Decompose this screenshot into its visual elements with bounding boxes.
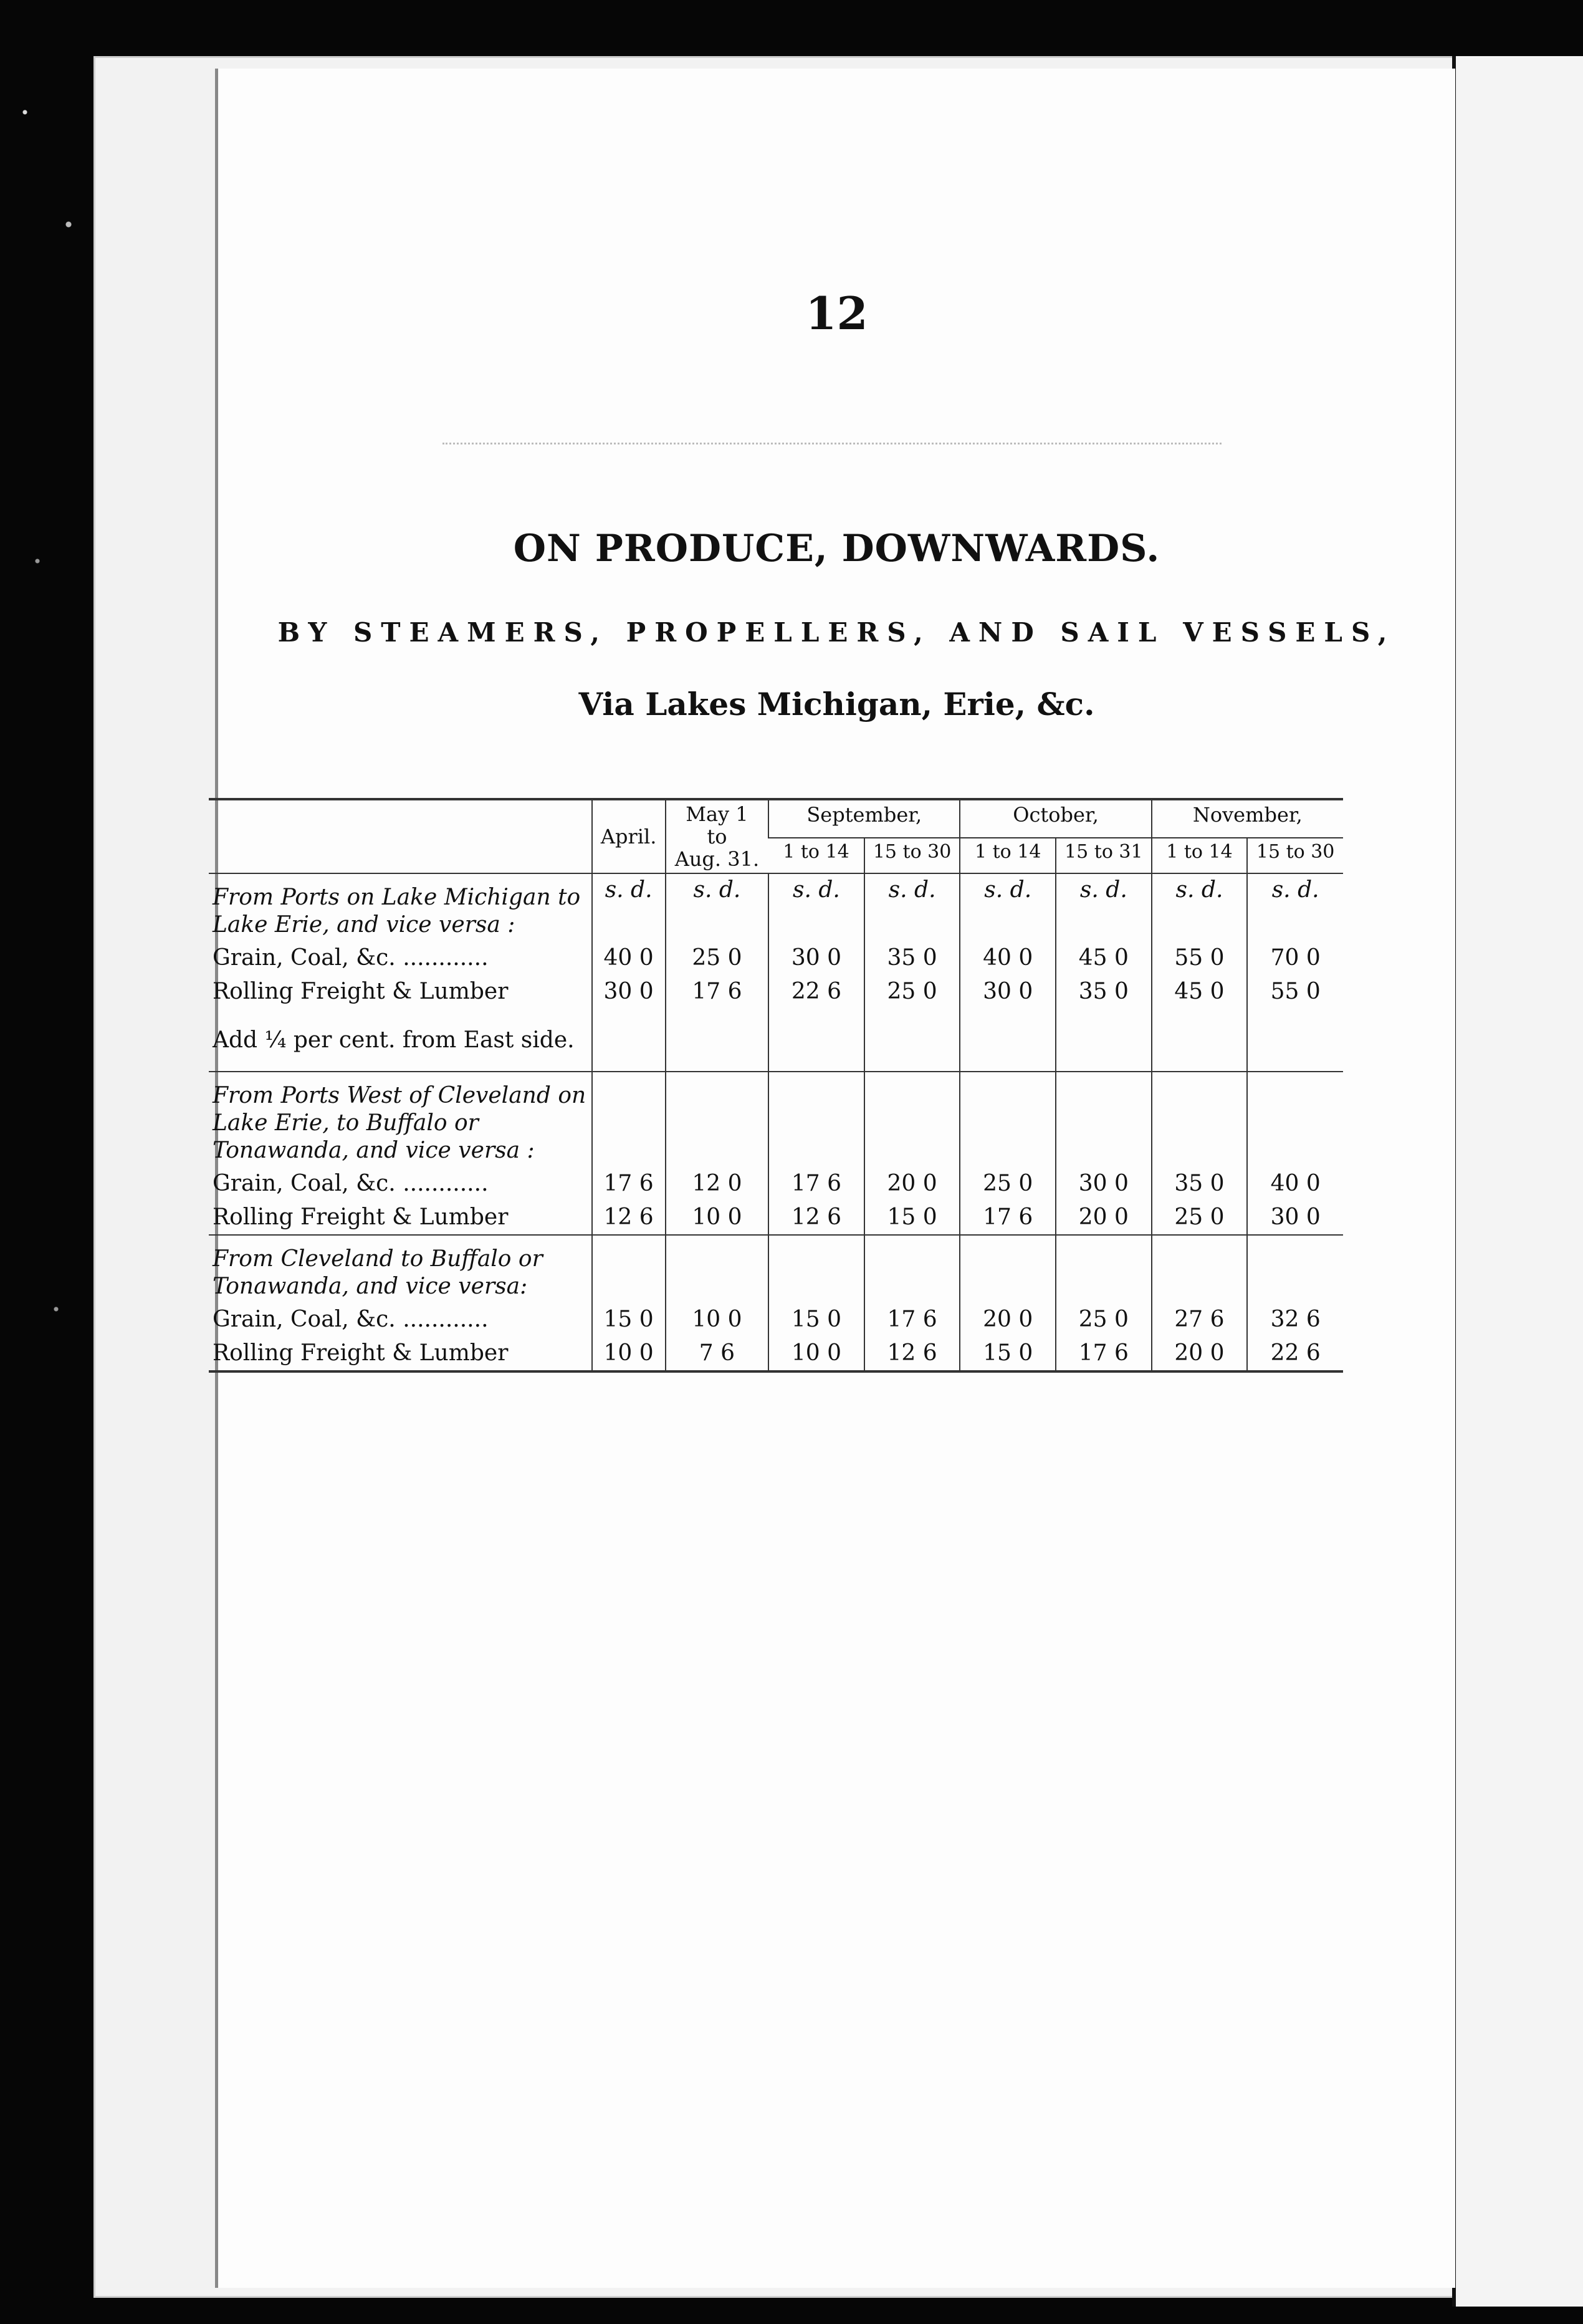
- section-note: Add ¼ per cent. from East side.: [213, 1027, 575, 1053]
- row-label: Grain, Coal, &c. ............: [213, 1171, 489, 1196]
- rate-cell: 35 0: [864, 941, 960, 975]
- rate-cell: 55 0: [1247, 975, 1343, 1009]
- rate-cell: 15 0: [864, 1201, 960, 1235]
- rate-cell: 30 0: [960, 975, 1056, 1009]
- rate-cell: 20 0: [864, 1167, 960, 1201]
- header-oct-1: 1 to 14: [960, 838, 1056, 873]
- rate-cell: 30 0: [592, 975, 666, 1009]
- freight-rate-table: [209, 798, 1343, 1373]
- rate-cell: 12 0: [666, 1167, 768, 1201]
- rate-cell: 25 0: [1056, 1303, 1152, 1337]
- rate-cell: 17 6: [1056, 1337, 1152, 1371]
- rate-cell: 12 6: [768, 1201, 864, 1235]
- page-number: 12: [805, 287, 868, 340]
- header-rule: [442, 443, 1222, 444]
- unit-label: s. d.: [1152, 873, 1248, 941]
- header-may-line1: May 1: [686, 802, 748, 826]
- adjacent-page-strip: [1452, 56, 1583, 2307]
- unit-label: s. d.: [1056, 873, 1152, 941]
- rate-cell: 10 0: [592, 1337, 666, 1371]
- rate-cell: 45 0: [1056, 941, 1152, 975]
- header-may-line3: Aug. 31.: [674, 847, 760, 871]
- rate-cell: 22 6: [1247, 1337, 1343, 1371]
- header-sep-1: 1 to 14: [768, 838, 864, 873]
- header-april: April.: [592, 799, 666, 873]
- rate-cell: 25 0: [1152, 1201, 1248, 1235]
- rate-cell: 10 0: [666, 1303, 768, 1337]
- unit-label: s. d.: [1247, 873, 1343, 941]
- unit-label: s. d.: [666, 873, 768, 941]
- header-may-aug: [666, 799, 768, 873]
- rate-cell: 20 0: [1056, 1201, 1152, 1235]
- rate-cell: 17 6: [864, 1303, 960, 1337]
- rate-cell: 40 0: [960, 941, 1056, 975]
- header-oct-2: 15 to 31: [1056, 838, 1152, 873]
- rate-cell: 17 6: [592, 1167, 666, 1201]
- section-heading-1: From Ports on Lake Michigan to Lake Erie, and vice versa :: [213, 885, 581, 938]
- rate-cell: 27 6: [1152, 1303, 1248, 1337]
- rate-cell: 32 6: [1247, 1303, 1343, 1337]
- rate-cell: 10 0: [666, 1201, 768, 1235]
- rate-cell: 25 0: [864, 975, 960, 1009]
- unit-label: s. d.: [768, 873, 864, 941]
- rate-cell: 20 0: [960, 1303, 1056, 1337]
- header-nov-1: 1 to 14: [1152, 838, 1248, 873]
- header-september: September,: [768, 799, 960, 838]
- rate-cell: 12 6: [592, 1201, 666, 1235]
- page-subtitle: BY STEAMERS, PROPELLERS, AND SAIL VESSELS,: [277, 617, 1396, 648]
- header-november: November,: [1152, 799, 1343, 838]
- rate-cell: 17 6: [960, 1201, 1056, 1235]
- header-may-line2: to: [707, 825, 727, 848]
- rate-cell: 35 0: [1056, 975, 1152, 1009]
- rate-cell: 30 0: [1056, 1167, 1152, 1201]
- rate-cell: 15 0: [960, 1337, 1056, 1371]
- rate-cell: 30 0: [1247, 1201, 1343, 1235]
- rate-cell: 40 0: [1247, 1167, 1343, 1201]
- section-heading-3: From Cleveland to Buffalo or Tonawanda, and vice versa:: [209, 1235, 592, 1303]
- row-label: Rolling Freight & Lumber: [213, 979, 509, 1004]
- rate-cell: 30 0: [768, 941, 864, 975]
- rate-cell: 70 0: [1247, 941, 1343, 975]
- rate-cell: 17 6: [666, 975, 768, 1009]
- rate-cell: 12 6: [864, 1337, 960, 1371]
- rate-cell: 45 0: [1152, 975, 1248, 1009]
- rate-cell: 7 6: [666, 1337, 768, 1371]
- header-nov-2: 15 to 30: [1247, 838, 1343, 873]
- header-blank: [209, 799, 592, 873]
- header-october: October,: [960, 799, 1151, 838]
- row-label: Grain, Coal, &c. ............: [213, 1307, 489, 1332]
- row-label: Rolling Freight & Lumber: [213, 1340, 509, 1366]
- rate-cell: 17 6: [768, 1167, 864, 1201]
- row-label: Grain, Coal, &c. ............: [213, 945, 489, 971]
- rate-cell: 35 0: [1152, 1167, 1248, 1201]
- rate-cell: 55 0: [1152, 941, 1248, 975]
- rate-cell: 15 0: [592, 1303, 666, 1337]
- rate-cell: 40 0: [592, 941, 666, 975]
- rate-cell: 20 0: [1152, 1337, 1248, 1371]
- unit-label: s. d.: [960, 873, 1056, 941]
- route-heading: Via Lakes Michigan, Erie, &c.: [578, 686, 1095, 723]
- section-heading-2: From Ports West of Cleveland on Lake Erie, to Buffalo or Tonawanda, and vice versa :: [209, 1072, 592, 1167]
- row-label: Rolling Freight & Lumber: [213, 1204, 509, 1230]
- rate-cell: 15 0: [768, 1303, 864, 1337]
- rate-cell: 10 0: [768, 1337, 864, 1371]
- rate-cell: 25 0: [960, 1167, 1056, 1201]
- page-title: ON PRODUCE, DOWNWARDS.: [513, 527, 1160, 570]
- unit-label: s. d.: [864, 873, 960, 941]
- unit-label: s. d.: [592, 873, 666, 941]
- rate-cell: 25 0: [666, 941, 768, 975]
- rate-cell: 22 6: [768, 975, 864, 1009]
- header-sep-2: 15 to 30: [864, 838, 960, 873]
